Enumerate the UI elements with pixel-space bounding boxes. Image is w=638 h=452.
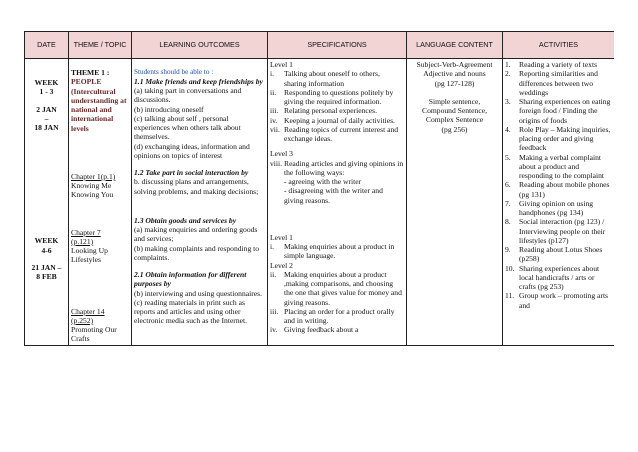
week-label: WEEK [34, 78, 59, 87]
theme-cell [69, 59, 132, 346]
activity-item: 3. Sharing experiences on eating foreign food / Finding the origins of foods [505, 97, 611, 125]
outcome-heading: 1.1 Make friends and keep friendships by [134, 76, 263, 86]
spec-item: i. Talking about oneself to others, sharing information [270, 69, 380, 88]
language-cell [407, 59, 503, 346]
chapter-page: (p.121) [71, 236, 94, 246]
outcome-item: (b) introducing oneself [134, 104, 204, 114]
spec-item: iii. Placing an order for a product orally and in writing. [270, 306, 395, 325]
header-outcomes: LEARNING OUTCOMES [132, 32, 268, 59]
outcomes-intro: Students should be able to : [134, 68, 214, 76]
outcome-item: (a) taking part in conversations and discussions. [134, 86, 242, 105]
language-line: Simple sentence, [428, 96, 481, 106]
outcome-heading: 1.3 Obtain goods and services by [134, 215, 237, 225]
outcome-heading: 2.1 Obtain information for different purposes by [134, 270, 247, 289]
activity-list [505, 60, 612, 310]
outcome-item: (a) making enquiries and ordering goods and services; [134, 225, 258, 244]
spec-item: vii. Reading topics of current interest and exchange ideas. [270, 124, 399, 143]
spec-item: i. Making enquiries about a product in simple language. [270, 242, 395, 261]
spec-item: ii. Making enquiries about a product ,making comparisons, and choosing the one that gives value for money and giving reasons. [270, 269, 402, 307]
activity-item: 11. Group work – promoting arts and [505, 291, 609, 310]
activity-item: 10. Sharing experiences about local handicrafts / arts or crafts (pg 253) [505, 263, 600, 291]
outcome-heading: 1.2 Take part in social interaction by [134, 168, 249, 178]
chapter-link: Chapter 7 [71, 227, 101, 237]
language-line: Complex Sentence [425, 115, 484, 125]
activity-item: 2. Reporting similarities and differences between two weddings [505, 69, 598, 97]
spec-item: iv. Keeping a journal of daily activities. [270, 115, 395, 125]
activity-item: 1. Reading a variety of texts [505, 60, 598, 69]
content-row [25, 59, 615, 346]
outcome-item: (c) talking about self , personal experiences when others talk about themselves. [134, 113, 241, 142]
spec-subitem: - agreeing with the writer [284, 177, 362, 186]
language-line: Adjective and nouns [423, 69, 486, 79]
outcome-item: (b) making complaints and responding to complaints. [134, 243, 260, 262]
outcome-item: b. discussing plans and arrangements, solving problems, and making decisions; [134, 177, 259, 196]
activity-item: 5. Making a verbal complaint about a product and responding to the complaint [505, 152, 604, 180]
week-label: WEEK [34, 236, 59, 246]
language-line: (pg 256) [441, 124, 468, 134]
spec-level: Level 1 [270, 60, 293, 69]
header-specifications: SPECIFICATIONS [268, 32, 407, 59]
activity-item: 9. Reading about Lotus Shoes (p258) [505, 245, 603, 264]
date-start: 21 JAN – [31, 262, 62, 272]
spec-level: Level 1 [270, 232, 293, 242]
spec-list [270, 159, 404, 205]
chapter-link: Chapter 14 [71, 306, 105, 316]
header-date: DATE [25, 32, 69, 59]
chapter-title: Knowing Me Knowing You [71, 181, 114, 200]
spec-level: Level 3 [270, 149, 293, 159]
date-dash: – [44, 113, 49, 123]
activity-item: 4. Role Play – Making inquiries, placing order and giving feedback [505, 124, 611, 153]
outcome-item: (c) reading materials in print such as reports and articles and using other electronic media such as the Internet. [134, 297, 248, 326]
language-line: (pg 127-128) [434, 78, 475, 88]
date-start: 2 JAN [36, 104, 57, 114]
spec-list [270, 242, 404, 261]
specifications-cell [268, 59, 407, 346]
theme-label: THEME 1 : [71, 68, 110, 77]
activities-cell [503, 59, 615, 346]
chapter-title: Promoting Our Crafts [71, 325, 117, 344]
activity-item: 7. Giving opinion on using handphones (pg 134) [505, 198, 594, 217]
header-activities: ACTIVITIES [503, 32, 615, 59]
theme-name: PEOPLE (Intercultural understanding at national and international levels [71, 77, 127, 133]
spec-item: iii. Relating personal experiences. [270, 106, 377, 116]
chapter-link: Chapter 1(p.1) [71, 171, 116, 181]
date-end: 8 FEB [36, 272, 57, 281]
spec-list [270, 69, 404, 143]
chapter-title: Looking Up Lifestyles [71, 246, 108, 265]
chapter-page: (p.252) [71, 315, 94, 325]
header-row [25, 32, 615, 59]
spec-list [270, 270, 404, 335]
spec-subitem: - disagreeing with the writer and giving reasons. [284, 186, 383, 205]
scheme-of-work-table-wrapper [24, 31, 614, 452]
spec-level: Level 2 [270, 260, 293, 270]
header-language: LANGUAGE CONTENT [407, 32, 503, 59]
spec-item: viii. Reading articles and giving opinions in the following ways: [270, 158, 404, 177]
week-range: 1 - 3 [39, 87, 54, 97]
language-line: Compound Sentence, [422, 106, 487, 115]
week-range: 4-6 [41, 245, 52, 255]
outcomes-cell [132, 59, 268, 346]
outcome-item: (b) interviewing and using questionnaires. [134, 288, 263, 298]
spec-item: iv. Giving feedback about a [270, 325, 359, 335]
scheme-of-work-table [24, 31, 614, 346]
date-cell [25, 59, 69, 346]
language-line: Subject-Verb-Agreement [416, 60, 493, 69]
activity-item: 8. Social interaction (pg 123) / Interviewing people on their lifestyles (p127) [505, 217, 606, 245]
date-end: 18 JAN [34, 123, 59, 132]
spec-item: ii. Responding to questions politely by giving the required information. [270, 87, 394, 106]
outcome-item: (d) exchanging ideas, information and opinions on topics of interest [134, 141, 250, 160]
activity-item: 6. Reading about mobile phones (pg 131) [505, 180, 610, 199]
header-theme: THEME / TOPIC [69, 32, 132, 59]
